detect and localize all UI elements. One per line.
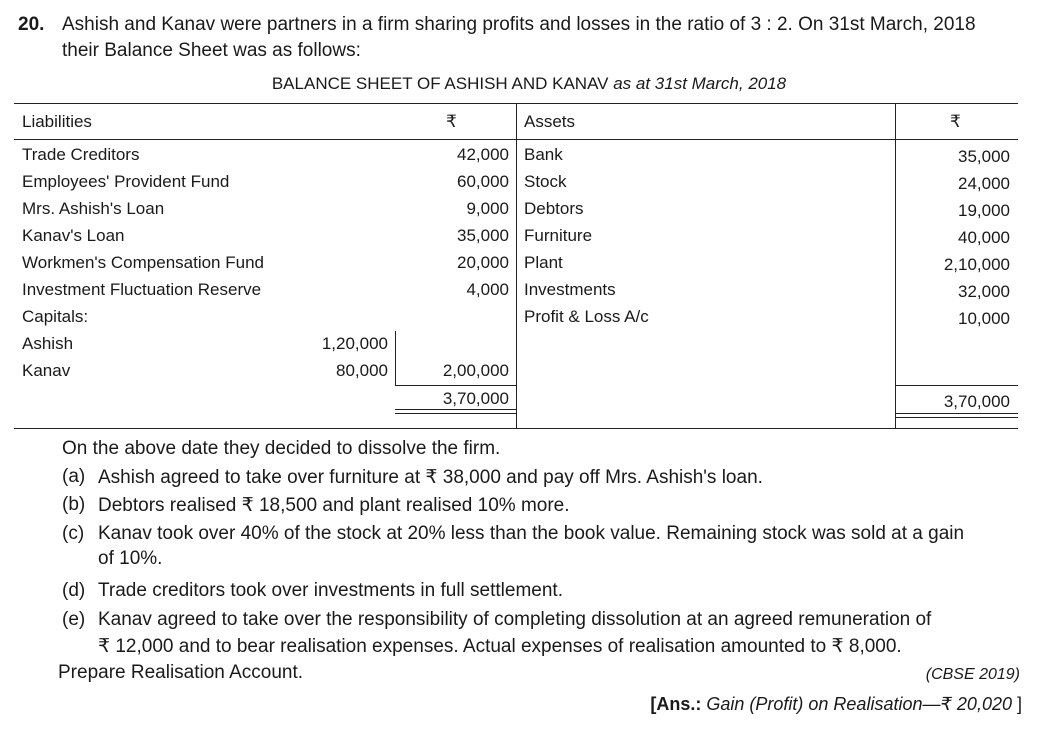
answer-prefix: [Ans.: [650, 694, 702, 714]
header-assets: Assets [524, 112, 576, 131]
asset-amount: 40,000 [958, 228, 1010, 247]
question-number: 20. [18, 14, 45, 35]
liability-label: Workmen's Compensation Fund [22, 253, 264, 272]
condition-text: Debtors realised ₹ 18,500 and plant realised 10% more. [98, 495, 570, 516]
capital-partner-label: Ashish [22, 334, 74, 353]
condition-text-continued: ₹ 12,000 and to bear realisation expenses. Actual expenses of realisation amounted to ₹ 8,000. [98, 636, 902, 657]
balance-sheet-title-date: as at 31st March, 2018 [608, 74, 787, 93]
asset-label: Bank [524, 145, 563, 164]
assets-grand-total: 3,70,000 [943, 392, 1010, 411]
cbse-citation: (CBSE 2019) [925, 666, 1020, 683]
liability-amount: 9,000 [466, 199, 509, 218]
balance-sheet-table [14, 103, 1018, 429]
asset-label: Plant [524, 253, 563, 272]
liability-amount: 4,000 [466, 280, 509, 299]
condition-label: (d) [62, 580, 86, 601]
question-text-line-1: Ashish and Kanav were partners in a firm sharing profits and losses in the ratio of 3 : 2. On 31st March, 2018 [62, 14, 976, 35]
answer-suffix: ] [1011, 694, 1022, 714]
asset-label: Profit & Loss A/c [524, 307, 649, 326]
capitals-label: Capitals: [22, 307, 89, 326]
asset-amount: 19,000 [958, 201, 1010, 220]
liability-label: Investment Fluctuation Reserve [22, 280, 262, 299]
liability-amount: 35,000 [457, 226, 509, 245]
liability-label: Employees' Provident Fund [22, 172, 230, 191]
capital-partner-amount: 1,20,000 [321, 334, 388, 353]
header-rupee-right: ₹ [950, 112, 961, 131]
right-total-double-line-1 [895, 413, 1018, 414]
capital-subcolumn-rule [395, 331, 396, 385]
condition-label: (c) [62, 523, 85, 544]
condition-label: (a) [62, 466, 86, 487]
balance-sheet-title-main: BALANCE SHEET OF ASHISH AND KANAV [271, 74, 609, 93]
liability-label: Trade Creditors [22, 145, 140, 164]
liability-label: Mrs. Ashish's Loan [22, 199, 165, 218]
condition-text: Kanav took over 40% of the stock at 20% less than the book value. Remaining stock was sold at a gain [98, 523, 965, 544]
asset-amount: 32,000 [958, 282, 1010, 301]
liability-amount: 20,000 [457, 253, 509, 272]
answer-line [650, 694, 1022, 715]
capital-partner-amount: 80,000 [336, 361, 388, 380]
asset-amount: 10,000 [958, 309, 1010, 328]
condition-text: Kanav agreed to take over the responsibility of completing dissolution at an agreed remuneration of [98, 609, 932, 630]
asset-amount: 2,10,000 [943, 255, 1010, 274]
instruction-text: Prepare Realisation Account. [58, 662, 304, 683]
right-total-top-line [895, 385, 1018, 386]
condition-label: (b) [62, 494, 86, 515]
center-column-rule [516, 103, 517, 429]
liabilities-grand-total: 3,70,000 [442, 389, 509, 408]
balance-sheet-title [0, 74, 1058, 94]
asset-label: Debtors [524, 199, 584, 218]
condition-text-continued: of 10%. [98, 548, 163, 569]
liability-label: Kanav's Loan [22, 226, 125, 245]
header-rupee-left: ₹ [446, 112, 457, 131]
header-liabilities: Liabilities [22, 112, 92, 131]
asset-amount: 35,000 [958, 147, 1010, 166]
capitals-total: 2,00,000 [442, 361, 509, 380]
dissolution-intro: On the above date they decided to dissolve the firm. [62, 438, 501, 459]
asset-label: Furniture [524, 226, 593, 245]
liability-amount: 42,000 [457, 145, 509, 164]
condition-text: Trade creditors took over investments in full settlement. [98, 580, 563, 601]
condition-label: (e) [62, 609, 86, 630]
right-total-double-line-2 [895, 417, 1018, 418]
left-total-double-line-1 [395, 409, 516, 410]
question-text-line-2: their Balance Sheet was as follows: [62, 40, 361, 61]
liability-amount: 60,000 [457, 172, 509, 191]
left-total-double-line-2 [395, 413, 516, 414]
capital-partner-label: Kanav [22, 361, 71, 380]
answer-text: Gain (Profit) on Realisation—₹ 20,020 [701, 694, 1012, 714]
left-total-top-line [395, 385, 516, 386]
condition-text: Ashish agreed to take over furniture at ₹ 38,000 and pay off Mrs. Ashish's loan. [98, 467, 763, 488]
right-amount-column-rule [895, 103, 896, 429]
asset-label: Investments [524, 280, 616, 299]
asset-label: Stock [524, 172, 567, 191]
asset-amount: 24,000 [958, 174, 1010, 193]
